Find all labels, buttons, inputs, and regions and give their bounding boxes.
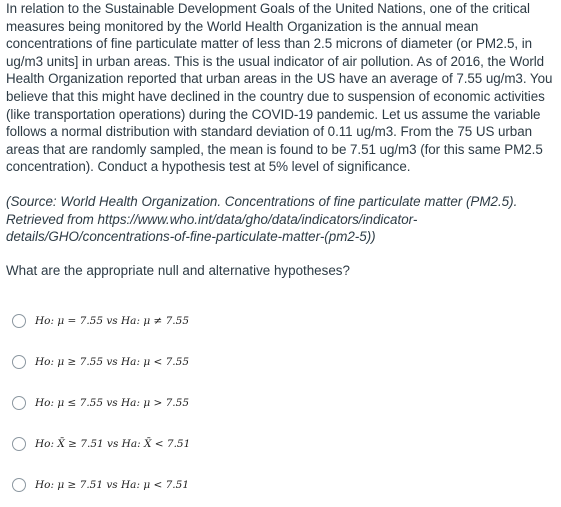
- radio-button[interactable]: [12, 396, 26, 410]
- question-prompt: What are the appropriate null and alternative hypotheses?: [6, 262, 350, 278]
- answer-option-label: Ho: μ ≥ 7.51 vs Ha: μ < 7.51: [35, 479, 189, 491]
- answer-option-2[interactable]: [12, 352, 532, 372]
- answer-option-label: Ho: μ = 7.55 vs Ha: μ ≠ 7.55: [35, 315, 189, 327]
- question-text: [6, 0, 554, 279]
- radio-button[interactable]: [12, 314, 26, 328]
- answer-option-label: Ho: μ ≥ 7.55 vs Ha: μ < 7.55: [35, 356, 189, 368]
- answer-option-label: Ho: X̄ ≥ 7.51 vs Ha: X̄ < 7.51: [35, 438, 191, 450]
- question-source: (Source: World Health Organization. Concentrations of fine particulate matter (PM2.5). Retrieved from https://www.who.int/data/gho/data/indicators/indicator-details/GHO/concentrations-of-fine-particulate-matter-(pm2-5)): [6, 193, 518, 245]
- radio-button[interactable]: [12, 355, 26, 369]
- question-intro: In relation to the Sustainable Development Goals of the United Nations, one of the critical measures being monitored by the World Health Organization is the annual mean concentrations of fine particulate matter of less than 2.5 microns of diameter (or PM2.5, in ug/m3 units] in urban areas. This is the usual indicator of air pollution. As of 2016, the World Health Organization reported that urban areas in the US have an average of 7.55 ug/m3. You believe that this might have declined in the country due to suspension of economic activities (like transportation operations) during the COVID-19 pandemic. Let us assume the variable follows a normal distribution with standard deviation of 0.11 ug/m3. From the 75 US urban areas that are randomly sampled, the mean is found to be 7.51 ug/m3 (for this same PM2.5 concentration). Conduct a hypothesis test at 5% level of significance.: [6, 1, 553, 175]
- answer-options: [12, 311, 532, 495]
- answer-option-label: Ho: μ ≤ 7.55 vs Ha: μ > 7.55: [35, 397, 189, 409]
- answer-option-1[interactable]: [12, 311, 532, 331]
- answer-option-4[interactable]: [12, 434, 532, 454]
- answer-option-3[interactable]: [12, 393, 532, 413]
- answer-option-5[interactable]: [12, 475, 532, 495]
- radio-button[interactable]: [12, 437, 26, 451]
- radio-button[interactable]: [12, 478, 26, 492]
